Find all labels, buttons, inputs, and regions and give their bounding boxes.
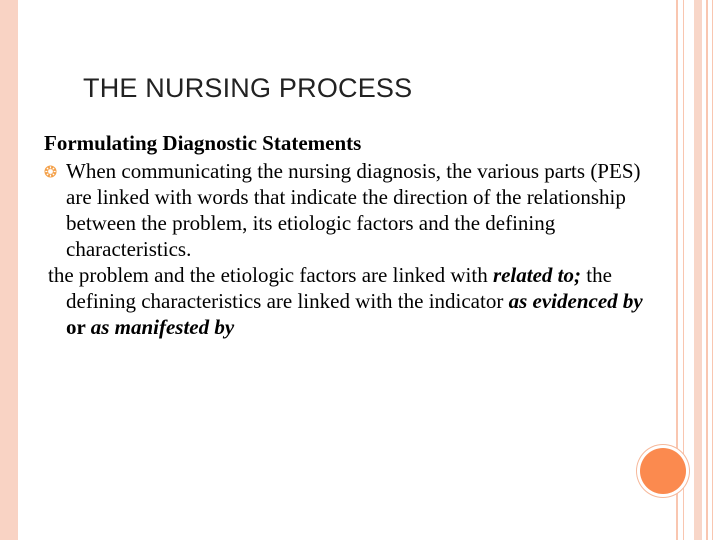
slide-title: THE NURSING PROCESS [83, 73, 413, 103]
linking-words-paragraph [44, 262, 664, 340]
slide-content [44, 130, 664, 340]
related-to-phrase: related to; [492, 263, 581, 287]
right-decorative-line [712, 0, 713, 540]
right-decorative-line [706, 0, 708, 540]
bullet-item [44, 158, 664, 262]
as-manifested-by-phrase: as manifested by [90, 315, 235, 339]
or-word: or [66, 315, 91, 339]
section-heading: Formulating Diagnostic Statements [44, 131, 362, 155]
paragraph-text-1: the problem and the etiologic factors are linked with [48, 263, 493, 287]
left-decorative-stripe [0, 0, 18, 540]
sun-gear-icon [44, 165, 57, 178]
decorative-orange-circle [640, 448, 686, 494]
paragraph-text-2: the defining characteristics are linked with the indicator [66, 263, 612, 313]
as-evidenced-by-phrase: as evidenced by [508, 289, 643, 313]
bullet-text: When communicating the nursing diagnosis, the various parts (PES) are linked with words that indicate the direction of the relationship between the problem, its etiologic factors and the defining characteristics. [66, 159, 641, 261]
right-decorative-line [694, 0, 702, 540]
